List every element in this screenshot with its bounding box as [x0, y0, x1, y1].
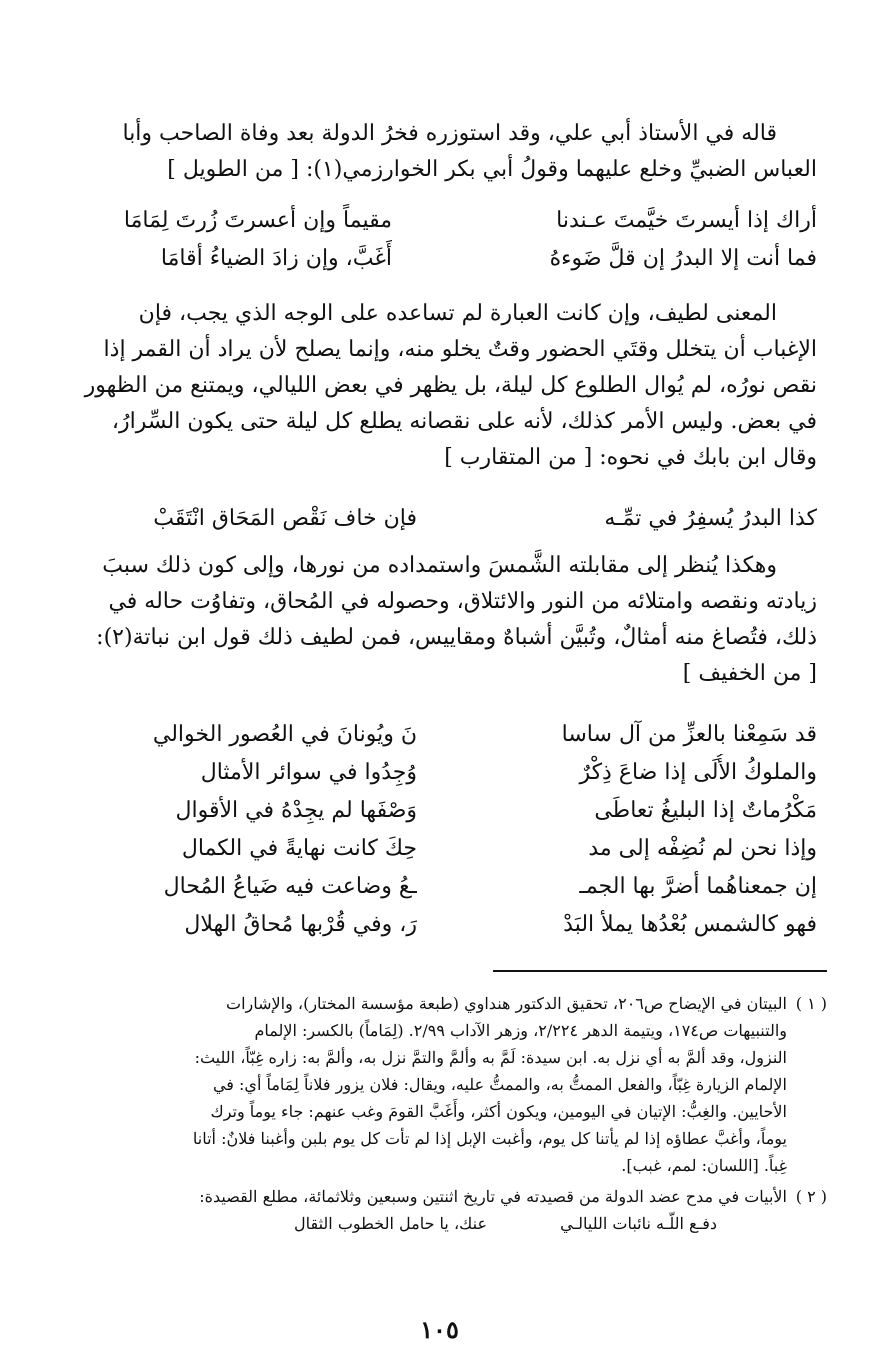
- text-line: زيادته ونقصه وامتلائه من النور والائتلاق، وحصوله في المُحاق، وتفاوُت حاله في: [108, 589, 817, 614]
- verse-second-hemistich: وُجِدُوا في سوائر الأمثال: [200, 760, 417, 785]
- commentary-paragraph: [61, 296, 817, 476]
- text-line: [ من الخفيف ]: [682, 661, 817, 686]
- poem-ibn-nubata: [61, 716, 817, 944]
- verse-second-hemistich: رَ، وفي قُرْبها مُحاقُ الهلال: [184, 912, 417, 937]
- text-line: العباس الضبيِّ وخلع عليهما وقولُ أبي بكر الخوارزمي(١): [ من الطويل ]: [167, 157, 817, 182]
- verse-first-hemistich: أراك إذا أيسرتَ خيَّمتَ عـندنا: [556, 208, 817, 233]
- poem-khwarizmi: [61, 202, 817, 278]
- page-number: ١٠٥: [420, 1315, 459, 1344]
- footnote-1: [57, 990, 827, 1179]
- footnote-divider: [493, 970, 827, 972]
- footnote-line: البيتان في الإيضاح ص٢٠٦، تحقيق الدكتور هنداوي (طبعة مؤسسة المختار)، والإشارات: [226, 994, 787, 1013]
- verse-second-hemistich: حِكَ كانت نهايةً في الكمال: [181, 836, 417, 861]
- poem-ibn-babak: [61, 500, 817, 538]
- footnote-body: [57, 990, 787, 1179]
- verse-second-hemistich: وَصْفَها لم يجِدْهُ في الأقوال: [175, 798, 417, 823]
- verse-first-hemistich: فهو كالشمس بُعْدُها يملأ البَدْ: [563, 912, 817, 937]
- text-line: نقص نورُه، لم يُوال الطلوع كل ليلة، بل يظهر في بعض الليالي، ويمتنع من الظهور: [84, 373, 817, 398]
- verse-first-hemistich: مَكْرُماتٌ إذا البليغُ تعاطَى: [594, 798, 817, 823]
- verse-second-hemistich: مقيماً وإن أعسرتَ زُرتَ لِمَامَا: [123, 208, 392, 233]
- verse-first-hemistich: قد سَمِعْنا بالعزِّ من آل ساسا: [561, 722, 817, 747]
- text-line: وقال ابن بابك في نحوه: [ من المتقارب ]: [444, 445, 817, 470]
- verse-first-hemistich: دفـع اللّـه نائبات الليالـي: [560, 1214, 717, 1233]
- verse-line: [61, 500, 817, 538]
- verse-line: [61, 240, 817, 278]
- footnote-body: [57, 1183, 787, 1210]
- verse-line: [61, 792, 817, 830]
- footnote-number: ( ٢ ): [795, 1187, 827, 1206]
- verse-first-hemistich: فما أنت إلا البدرُ إن قلَّ ضَوءهُ: [549, 246, 817, 271]
- verse-line: [61, 868, 817, 906]
- text-line: ذلك، فتُصاغ منه أمثالٌ، وتُبيَّن أشباهٌ ومقاييس، فمن لطيف ذلك قول ابن نباتة(٢):: [96, 625, 817, 650]
- footnote-line: والتنبيهات ص١٧٤، ويتيمة الدهر ٢/٢٢٤، وزهر الآداب ٢/٩٩. (لِمَاماً) بالكسر: الإلمام: [254, 1021, 787, 1040]
- footnote-line: الإلمام الزيارة غِبّاً، والفعل الممتُّ به، والممتُّ عليه، ويقال: فلان يزور فلاناً لِمَاماً أي: في: [212, 1075, 787, 1094]
- verse-second-hemistich: عنك، يا حامل الخطوب الثقال: [294, 1214, 487, 1233]
- verse-second-hemistich: أَغَبَّ، وإن زادَ الضياءُ أقامَا: [160, 246, 392, 271]
- footnote-line: الأبيات في مدح عضد الدولة من قصيدته في تاريخ اثنتين وسبعين وثلاثمائة، مطلع القصيدة:: [199, 1187, 787, 1206]
- footnote-number: ( ١ ): [795, 994, 827, 1013]
- verse-second-hemistich: ـعُ وضاعت فيه ضَياعُ المُحال: [163, 874, 417, 899]
- verse-line: [61, 906, 817, 944]
- text-line: في بعض. وليس الأمر كذلك، لأنه على نقصانه يطلع كل ليلة حتى يكون السِّرارُ،: [111, 409, 817, 434]
- footnote-verse: [57, 1210, 827, 1237]
- verse-first-hemistich: إن جمعناهُما أضرَّ بها الجمـ: [579, 874, 817, 899]
- footnote-2: [57, 1183, 827, 1210]
- text-line: الإغباب أن يتخلل وقتَي الحضور وقتٌ يخلو منه، وإنما يصلح لأن يراد أن القمر إذا: [103, 337, 817, 362]
- verse-line: [61, 754, 817, 792]
- text-line: وهكذا يُنظر إلى مقابلته الشَّمسَ واستمداده من نورها، وإلى كون ذلك سببَ: [102, 553, 777, 578]
- text-line: قاله في الأستاذ أبي علي، وقد استوزره فخرُ الدولة بعد وفاة الصاحب وأبا: [122, 121, 777, 146]
- footnote-line: غِباً. [اللسان: لمم، غبب].: [621, 1156, 787, 1175]
- verse-first-hemistich: كذا البدرُ يُسفِرُ في تمِّـه: [604, 506, 817, 531]
- verse-first-hemistich: والملوكُ الأُلَى إذا ضاعَ ذِكْرٌ: [579, 760, 817, 785]
- verse-first-hemistich: وإذا نحن لم نُضِفْه إلى مد: [588, 836, 817, 861]
- moon-paragraph: [61, 548, 817, 692]
- footnote-line: الأحايين. والغِبُّ: الإتيان في اليومين، ويكون أكثر، وأَغَبَّ القومَ وغب عنهم: جاء يوماً وترك: [210, 1102, 787, 1121]
- verse-line: [61, 202, 817, 240]
- verse-line: [61, 830, 817, 868]
- footnote-line: يوماً، وأغبَّ عطاؤه إذا لم يأتنا كل يوم، وأغبت الإبل إذا لم تأت كل يوم بلبن وأغبنا فلانٌ: أتانا: [192, 1129, 787, 1148]
- footnotes: [57, 990, 827, 1237]
- verse-second-hemistich: نَ ويُونانَ في العُصور الخوالي: [152, 722, 417, 747]
- verse-second-hemistich: فإن خاف نَقْص المَحَاق انْتَقَبْ: [153, 506, 417, 531]
- text-line: المعنى لطيف، وإن كانت العبارة لم تساعده على الوجه الذي يجب، فإن: [138, 301, 777, 326]
- intro-paragraph: [61, 116, 817, 188]
- footnote-line: النزول، وقد ألمَّ به أي نزل به. ابن سيدة: لَمَّ به وألمَّ والتمَّ نزل به، وألمَّ به: زاره غِبّاً، الليث:: [194, 1048, 787, 1067]
- verse-line: [61, 716, 817, 754]
